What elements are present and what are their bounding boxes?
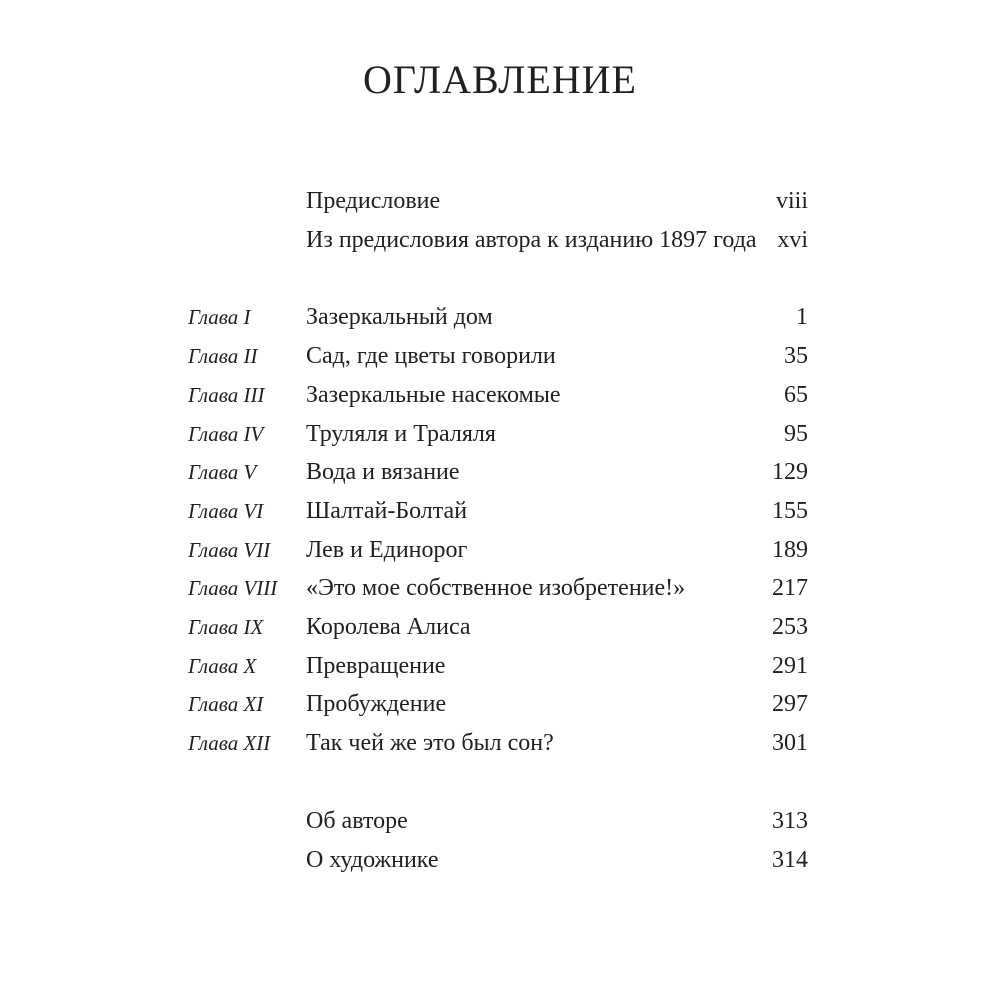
chapter-label: Глава V: [188, 460, 257, 484]
page-number: 155: [772, 498, 808, 524]
entry-title: Зазеркальные насекомые: [306, 382, 561, 408]
chapter-label: Глава IV: [188, 422, 264, 446]
entry-title: Королева Алиса: [306, 614, 471, 640]
entry-title: О художнике: [306, 847, 439, 873]
toc-entry-chapter-4[interactable]: [0, 419, 1000, 449]
entry-title: Сад, где цветы говорили: [306, 343, 556, 369]
chapter-label: Глава IX: [188, 615, 264, 639]
chapter-label: Глава I: [188, 305, 251, 329]
page-number: 95: [784, 421, 808, 447]
page-number: 65: [784, 382, 808, 408]
toc-entry-chapter-8[interactable]: [0, 573, 1000, 603]
page-number: 189: [772, 537, 808, 563]
chapter-label: Глава XII: [188, 731, 271, 755]
page-number: 291: [772, 653, 808, 679]
toc-entry-chapter-11[interactable]: [0, 689, 1000, 719]
entry-title: «Это мое собственное изобретение!»: [306, 575, 686, 601]
entry-title: Из предисловия автора к изданию 1897 года: [306, 227, 757, 253]
page-number: xvi: [777, 227, 808, 253]
toc-entry-chapter-9[interactable]: [0, 612, 1000, 642]
entry-title: Зазеркальный дом: [306, 304, 493, 330]
toc-entry-about-illustrator[interactable]: [0, 845, 1000, 875]
page-number: 1: [796, 304, 808, 330]
chapter-label: Глава VII: [188, 538, 271, 562]
toc-entry-preface[interactable]: [0, 186, 1000, 216]
page-title: ОГЛАВЛЕНИЕ: [363, 57, 637, 102]
chapter-label: Глава XI: [188, 692, 264, 716]
page-number: 217: [772, 575, 808, 601]
chapter-label: Глава II: [188, 344, 258, 368]
toc-entry-chapter-10[interactable]: [0, 651, 1000, 681]
chapter-label: Глава VIII: [188, 576, 278, 600]
page-number: 313: [772, 808, 808, 834]
page-number: 129: [772, 459, 808, 485]
entry-title: Об авторе: [306, 808, 408, 834]
toc-entry-chapter-3[interactable]: [0, 380, 1000, 410]
toc-entry-chapter-1[interactable]: [0, 302, 1000, 332]
chapter-label: Глава III: [188, 383, 265, 407]
entry-title: Пробуждение: [306, 691, 447, 717]
page-number: viii: [775, 188, 808, 214]
toc-entry-chapter-12[interactable]: [0, 728, 1000, 758]
entry-title: Превращение: [306, 653, 446, 679]
entry-title: Труляля и Траляля: [306, 421, 496, 447]
toc-entry-author-preface[interactable]: [0, 225, 1000, 255]
entry-title: Вода и вязание: [306, 459, 460, 485]
page-number: 297: [772, 691, 808, 717]
page-number: 301: [772, 730, 808, 756]
chapter-label: Глава VI: [188, 499, 264, 523]
toc-entry-about-author[interactable]: [0, 806, 1000, 836]
toc-entry-chapter-6[interactable]: [0, 496, 1000, 526]
chapter-label: Глава X: [188, 654, 257, 678]
entry-title: Шалтай-Болтай: [306, 498, 468, 524]
entry-title: Лев и Единорог: [306, 537, 468, 563]
entry-title: Предисловие: [306, 188, 441, 214]
entry-title: Так чей же это был сон?: [306, 730, 554, 756]
toc-entry-chapter-2[interactable]: [0, 341, 1000, 371]
page-number: 314: [772, 847, 808, 873]
toc-entry-chapter-7[interactable]: [0, 535, 1000, 565]
page-number: 253: [772, 614, 808, 640]
toc-entry-chapter-5[interactable]: [0, 457, 1000, 487]
page-number: 35: [784, 343, 808, 369]
